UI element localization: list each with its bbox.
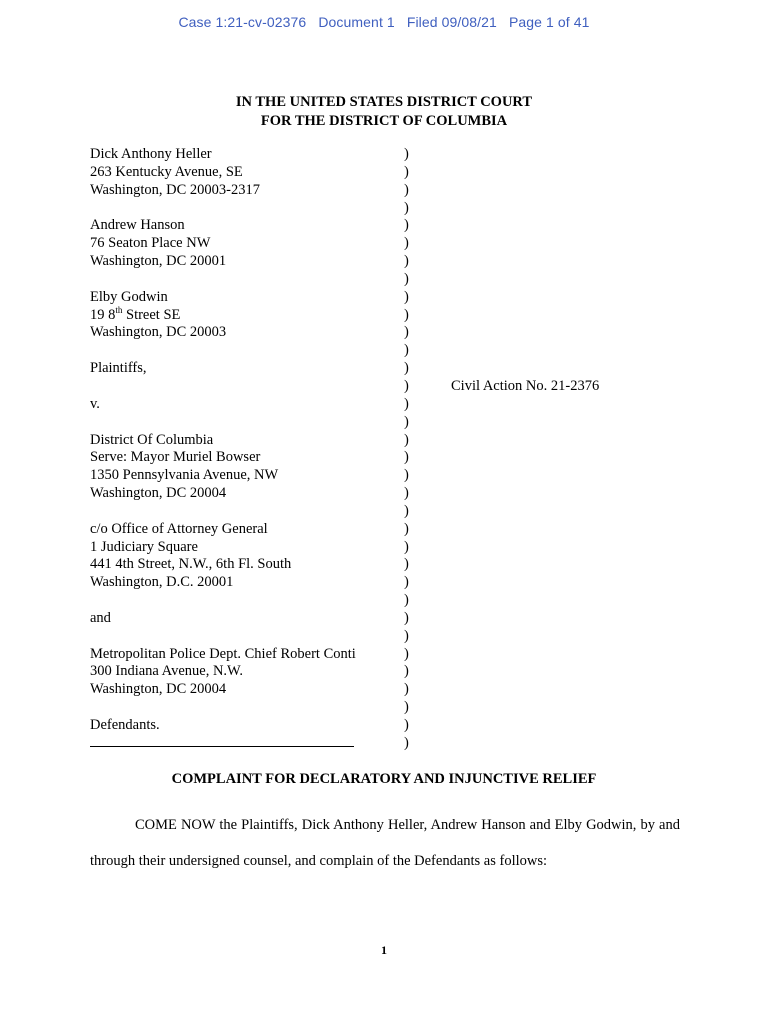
- caption-line: [90, 628, 690, 646]
- caption-line: [90, 396, 690, 414]
- complaint-title: COMPLAINT FOR DECLARATORY AND INJUNCTIVE RELIEF: [171, 771, 597, 787]
- caption-paren: ): [404, 574, 409, 591]
- caption-line: [90, 360, 690, 378]
- civil-action-number: Civil Action No. 21-2376: [451, 377, 600, 394]
- caption-line: [90, 414, 690, 432]
- defendant2-address1: 300 Indiana Avenue, N.W.: [90, 663, 244, 680]
- caption-paren: ): [404, 609, 409, 626]
- plaintiff2-address1: 76 Seaton Place NW: [90, 235, 211, 252]
- caption-line: [90, 592, 690, 610]
- page-number: 1: [381, 943, 387, 957]
- plaintiff3-address1: [90, 304, 181, 325]
- caption-paren: ): [404, 645, 409, 662]
- caption-paren: ): [404, 360, 409, 377]
- caption-paren: ): [404, 342, 409, 359]
- caption-paren: ): [404, 431, 409, 448]
- caption-line: [90, 485, 690, 503]
- caption-paren: ): [404, 681, 409, 698]
- caption-line: [90, 503, 690, 521]
- caption-line: [90, 735, 690, 753]
- court-title-line2: FOR THE DISTRICT OF COLUMBIA: [260, 113, 508, 129]
- caption-paren: ): [404, 734, 409, 751]
- caption-paren: ): [404, 538, 409, 555]
- caption-paren: ): [404, 288, 409, 305]
- caption-line: [90, 342, 690, 360]
- caption-paren: ): [404, 413, 409, 430]
- caption-line: [90, 717, 690, 735]
- caption-line: [90, 324, 690, 342]
- caption-paren: ): [404, 199, 409, 216]
- opening-paragraph: COME NOW the Plaintiffs, Dick Anthony Heller, Andrew Hanson and Elby Godwin, by and through their undersigned counsel, and complain of the Defendants as follows:: [90, 817, 680, 869]
- defendant2-name: Metropolitan Police Dept. Chief Robert Conti: [90, 645, 356, 662]
- plaintiff1-address2: Washington, DC 20003-2317: [90, 181, 261, 198]
- caption-paren: ): [404, 502, 409, 519]
- caption-paren: ): [404, 592, 409, 609]
- caption-paren: ): [404, 306, 409, 323]
- ordinal-suffix: th: [115, 304, 123, 315]
- caption-line: [90, 146, 690, 164]
- plaintiffs-label: Plaintiffs,: [90, 360, 147, 377]
- case-number: Case 1:21-cv-02376: [178, 14, 307, 30]
- defendant1-co-line2: 1 Judiciary Square: [90, 538, 198, 555]
- caption-paren: ): [404, 163, 409, 180]
- case-caption: [90, 146, 690, 753]
- document-number: Document 1: [318, 14, 395, 30]
- plaintiff1-address1: 263 Kentucky Avenue, SE: [90, 163, 243, 180]
- defendant1-serve: Serve: Mayor Muriel Bowser: [90, 449, 261, 466]
- caption-line: [90, 556, 690, 574]
- defendant1-address2: Washington, DC 20004: [90, 485, 227, 502]
- caption-line: [90, 164, 690, 182]
- caption-paren: ): [404, 627, 409, 644]
- caption-paren: ): [404, 467, 409, 484]
- caption-line: [90, 217, 690, 235]
- caption-paren: ): [404, 556, 409, 573]
- caption-line: [90, 271, 690, 289]
- caption-paren: ): [404, 520, 409, 537]
- caption-line: [90, 539, 690, 557]
- defendant1-co-line3: 441 4th Street, N.W., 6th Fl. South: [90, 556, 292, 573]
- caption-paren: ): [404, 485, 409, 502]
- and-label: and: [90, 609, 111, 626]
- caption-line: [90, 432, 690, 450]
- plaintiff2-name: Andrew Hanson: [90, 217, 185, 234]
- plaintiff3-street-name: Street SE: [122, 306, 181, 323]
- defendant2-address2: Washington, DC 20004: [90, 681, 227, 698]
- defendant1-name: District Of Columbia: [90, 431, 214, 448]
- caption-paren: ): [404, 663, 409, 680]
- caption-underline: [90, 746, 354, 747]
- caption-line: [90, 253, 690, 271]
- caption-line: [90, 289, 690, 307]
- caption-paren: ): [404, 253, 409, 270]
- caption-line: [90, 699, 690, 717]
- caption-line: [90, 378, 690, 396]
- caption-line: [90, 521, 690, 539]
- defendant1-co-line1: c/o Office of Attorney General: [90, 520, 268, 537]
- court-title-line1: IN THE UNITED STATES DISTRICT COURT: [235, 94, 533, 110]
- caption-paren: ): [404, 270, 409, 287]
- caption-line: [90, 182, 690, 200]
- defendant1-address1: 1350 Pennsylvania Avenue, NW: [90, 467, 279, 484]
- caption-line: [90, 574, 690, 592]
- defendant1-co-line4: Washington, D.C. 20001: [90, 574, 234, 591]
- caption-paren: ): [404, 395, 409, 412]
- plaintiff3-street-number: 19 8: [90, 306, 116, 323]
- caption-paren: ): [404, 324, 409, 341]
- caption-line: [90, 610, 690, 628]
- filed-date: Filed 09/08/21: [406, 14, 497, 30]
- caption-line: [90, 646, 690, 664]
- caption-line: [90, 467, 690, 485]
- case-header-stamp: [0, 14, 768, 30]
- plaintiff2-address2: Washington, DC 20001: [90, 253, 227, 270]
- caption-paren: ): [404, 217, 409, 234]
- caption-line: [90, 681, 690, 699]
- versus-label: v.: [90, 395, 100, 412]
- caption-paren: ): [404, 377, 409, 394]
- caption-paren: ): [404, 699, 409, 716]
- plaintiff3-name: Elby Godwin: [90, 288, 168, 305]
- court-title: [0, 93, 768, 131]
- caption-line: [90, 235, 690, 253]
- caption-paren: ): [404, 717, 409, 733]
- caption-line: [90, 449, 690, 467]
- plaintiff3-address2: Washington, DC 20003: [90, 324, 227, 341]
- caption-line: [90, 663, 690, 681]
- caption-paren: ): [404, 449, 409, 466]
- caption-paren: ): [404, 235, 409, 252]
- plaintiff1-name: Dick Anthony Heller: [90, 146, 212, 162]
- page-count: Page 1 of 41: [508, 14, 590, 30]
- caption-line: [90, 304, 690, 325]
- caption-paren: ): [404, 146, 409, 162]
- caption-line: [90, 200, 690, 218]
- defendants-label: Defendants.: [90, 717, 160, 733]
- caption-paren: ): [404, 181, 409, 198]
